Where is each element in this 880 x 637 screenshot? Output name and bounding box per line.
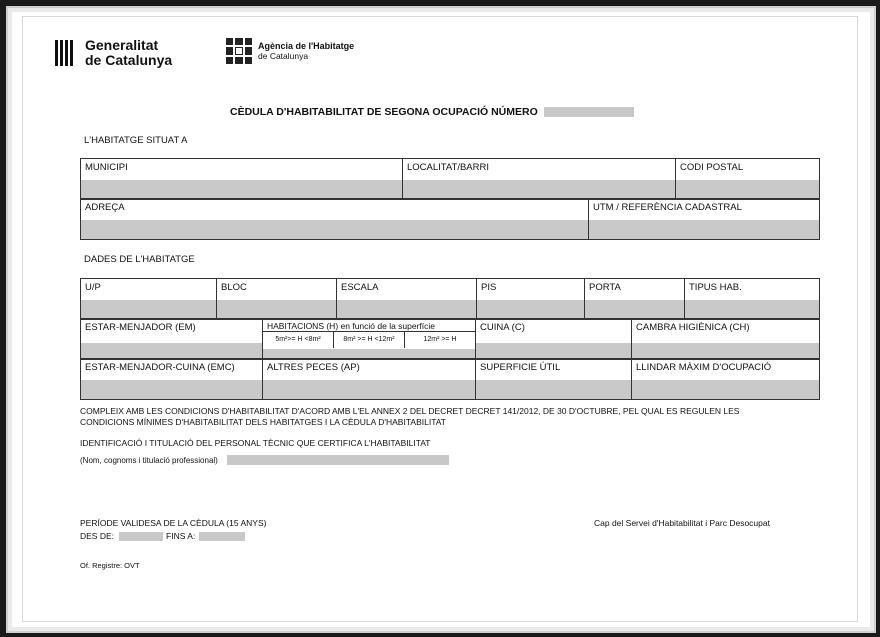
tipus-field[interactable] xyxy=(685,300,819,319)
redacted-fins-a xyxy=(199,532,245,541)
logo2-line1: Agència de l'Habitatge xyxy=(258,41,355,51)
pis-field[interactable] xyxy=(477,300,584,319)
redacted-number xyxy=(544,107,634,117)
pis-label: PIS xyxy=(481,282,497,293)
generalitat-logo xyxy=(55,38,172,68)
cambra-field[interactable] xyxy=(632,343,819,359)
periode-label: PERÍODE VALIDESA DE LA CÈDULA (15 ANYS) xyxy=(80,518,267,528)
municipi-field[interactable] xyxy=(81,180,402,199)
generalitat-emblem-icon xyxy=(55,40,77,66)
location-table xyxy=(80,158,820,200)
up-label: U/P xyxy=(85,282,101,293)
cambra-label: CAMBRA HIGIÈNICA (CH) xyxy=(636,322,750,333)
localitat-field[interactable] xyxy=(403,180,675,199)
altres-label: ALTRES PECES (AP) xyxy=(267,362,360,373)
nom-label: (Nom, cognoms i titulació professional) xyxy=(80,455,218,465)
hab-range-1: 5m²>= H <8m² xyxy=(263,332,334,348)
porta-label: PORTA xyxy=(589,282,621,293)
cuina-label: CUINA (C) xyxy=(480,322,525,333)
dates-row xyxy=(80,531,245,542)
utm-label: UTM / REFERÈNCIA CADASTRAL xyxy=(593,202,742,213)
superficie-label: SUPERFICIE ÚTIL xyxy=(480,362,561,373)
compleix-text xyxy=(80,406,825,428)
section-dades-habitatge: DADES DE L'HABITATGE xyxy=(84,254,195,265)
nom-row xyxy=(80,455,449,465)
compleix-line1: COMPLEIX AMB LES CONDICIONS D'HABITABILITAT D'ACORD AMB L'EL ANNEX 2 DEL DECRET DECRET 141/2012, DE 30 D'OCTUBRE, PEL QUAL ES REGULEN LES xyxy=(80,406,740,416)
agencia-habitatge-logo xyxy=(226,38,354,64)
estar-menjador-field[interactable] xyxy=(81,343,262,359)
hab-range-3: 12m² >= H xyxy=(423,336,457,343)
dades-table-row3 xyxy=(80,358,820,400)
up-field[interactable] xyxy=(81,300,216,319)
llindar-label: LLINDAR MÀXIM D'OCUPACIÓ xyxy=(636,362,772,373)
codi-postal-field[interactable] xyxy=(676,180,819,199)
porta-field[interactable] xyxy=(585,300,684,319)
altres-field[interactable] xyxy=(263,380,475,399)
bloc-label: BLOC xyxy=(221,282,247,293)
codi-postal-label: CODI POSTAL xyxy=(680,162,744,173)
cuina-field[interactable] xyxy=(476,343,631,359)
habitacions-label: HABITACIONS (H) en funció de la superfície xyxy=(263,319,475,332)
habitacions-subheaders xyxy=(263,332,475,348)
des-de-label: DES DE: xyxy=(80,531,115,541)
identificacio-label: IDENTIFICACIÓ I TITULACIÓ DEL PERSONAL TÈCNIC QUE CERTIFICA L'HABITABILITAT xyxy=(80,438,431,448)
escala-label: ESCALA xyxy=(341,282,379,293)
section-habitatge-situat: L'HABITATGE SITUAT A xyxy=(84,135,188,146)
agencia-grid-icon xyxy=(226,38,252,64)
estar-menjador-label: ESTAR-MENJADOR (EM) xyxy=(85,322,196,333)
superficie-field[interactable] xyxy=(476,380,631,399)
emc-label: ESTAR-MENJADOR-CUINA (EMC) xyxy=(85,362,235,373)
llindar-field[interactable] xyxy=(632,380,819,399)
logo1-line1: Generalitat xyxy=(85,37,159,53)
dades-table-row1 xyxy=(80,278,820,320)
logo1-line2: de Catalunya xyxy=(85,52,173,68)
adreca-label: ADREÇA xyxy=(85,202,125,213)
fins-a-label: FINS A: xyxy=(166,531,196,541)
title-text: CÈDULA D'HABITABILITAT DE SEGONA OCUPACIÓ NÚMERO xyxy=(230,106,538,118)
adreca-field[interactable] xyxy=(81,220,588,239)
address-table xyxy=(80,198,820,240)
redacted-nom xyxy=(227,455,449,465)
logo2-line2: de Catalunya xyxy=(258,51,309,61)
utm-field[interactable] xyxy=(589,220,819,239)
dades-table-row2 xyxy=(80,318,820,360)
emc-field[interactable] xyxy=(81,380,262,399)
escala-field[interactable] xyxy=(337,300,476,319)
bloc-field[interactable] xyxy=(217,300,336,319)
registre-label: Of. Registre: OVT xyxy=(80,561,140,570)
hab-range-2: 8m² >= H <12m² xyxy=(334,332,405,348)
municipi-label: MUNICIPI xyxy=(85,162,128,173)
document-title xyxy=(230,106,634,118)
cap-servei: Cap del Servei d'Habitabilitat i Parc Desocupat xyxy=(594,518,770,528)
tipus-label: TIPUS HAB. xyxy=(689,282,742,293)
compleix-line2: CONDICIONS MÍNIMES D'HABITABILITAT DELS HABITATGES I LA CÈDULA D'HABITABILITAT xyxy=(80,417,446,427)
redacted-des-de xyxy=(119,532,163,541)
localitat-label: LOCALITAT/BARRI xyxy=(407,162,489,173)
